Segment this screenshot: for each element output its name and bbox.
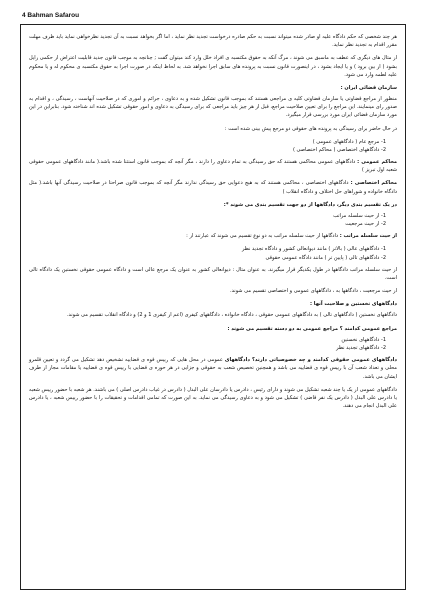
paragraph: دادگاههای نخستین ( دادگاههای تالی ) به دادگاههای عمومی حقوقی ، دادگاه خانواده ، دادگاههای کیفری (اعم از کیفری 1 و 2) و دادگاه انقلاب تقسیم می شوند.	[66, 312, 397, 319]
section-heading: سازمان قضائی ایران :	[340, 84, 397, 91]
list-item: -1 دادگاههای عالی ( بالاتر ) مانند دیوانعالی کشور و دادگاه تجدید نظر	[242, 246, 387, 253]
term-label: دادگاههای عمومی حقوقی کدامند و چه خصوصیاتی دارند؟ دادگاههای	[224, 357, 397, 364]
paragraph: از حیث مرجعیت ، دادگاهها به ، دادگاههای عمومی و اختصاصی تقسیم می شوند.	[230, 288, 397, 295]
numbered-list	[29, 336, 397, 352]
paragraph: از مثال های دیگری که عطف به ماسبق می شوند ، مرگ آنکه به حقوق مکتسبه ی افراد خلل وارد کند میتوان گفت ; چنانچه به موجب قانون جدید قابلیت اعتراض از حکمی زایل بشود ( از بین برود ) و یا ایجاد بشود ، در اینصورت قانون نسبت به پرونده های سابق اجرا نخواهد شد. به لحاظ اینکه در صورت اجرا به حقوق مکتسبه ی محکوم له و یا محکوم علیه لطمه وارد می شود.	[29, 55, 397, 78]
section-heading: مراجع عمومی کدامند ؟ مراجع عمومی به دو دسته تقسیم می شوند :	[227, 325, 397, 332]
text-frame	[20, 24, 406, 590]
list-item: -2 دادگاههای تجدید نظر	[336, 344, 387, 351]
list-item: -1 مرجع عام ( دادگاههای عمومی )	[312, 138, 387, 145]
paragraph: محاکم اختصاصی : دادگاههای اختصاصی ، محاکمی هستند که به هیچ دعوایی حق رسیدگی ندارند مگر آنچه که بموجب قانون صراحتا در صلاحیت رسیدگی آنها باشد.( مثل دادگاه خانواده و شوراهای حل اختلاف و دادگاه انقلاب )	[29, 180, 397, 195]
section-heading: در یک تقسیم بندی دیگر، دادگاهها از دو جهت تقسیم بندی می شوند *:	[223, 201, 397, 208]
paragraph: منظور از مراجع قضاوتی یا سازمان قضاوتی کلیه ی مراجعی هستند که بموجب قانون تشکیل شده و به دعاوی ، جرائم و اموری که در صلاحیت آنهاست ، رسیدگی ، و اقدام به صدور رای مینمایند. این مراجع را برای تعیین صلاحیت مراجع، قبل از هر چیز باید مراجعی که برای رسیدگی به دعاوی و امور حقوقی تشکیل شده اند شناخته شود. بنابراین در این مورد سازمان قضائی ایران مورد بررسی قرار میگیرد.	[29, 96, 397, 119]
list-item: -2 دادگاههای تالی ( پایین تر ) مانند دادگاه عمومی حقوقی	[265, 254, 387, 261]
paragraph: در حال حاضر برای رسیدگی به پرونده های حقوقی دو مرجع پیش بینی شده است :	[224, 125, 397, 132]
term-label: از حیث سلسله مراتب :	[339, 233, 397, 240]
numbered-list	[29, 245, 397, 261]
list-item: -2 دادگاههای اختصاصی ( محاکم اختصاصی )	[292, 146, 387, 153]
paragraph: هر چند شخصی که حکم دادگاه علیه او صادر شده میتواند نسبت به حکم صادره درخواست تجدید نظر نماید ، اما اگر بخواهد نسبت به آن تجدید نظرخواهی نماید باید ظرف مهلت مقرر اقدام به تجدید نظر نماید.	[29, 34, 397, 49]
page-header: 4 Bahman Safarou	[22, 12, 80, 19]
list-item: -1 دادگاههای نخستین	[341, 336, 387, 343]
numbered-list	[29, 138, 397, 154]
numbered-list	[29, 212, 397, 228]
paragraph: از حیث سلسله مراتب : دادگاهها از حیث سلسله مراتب به دو نوع تقسیم می شوند که عبارتند از :	[186, 233, 397, 240]
section-heading: دادگاههای نخستین و صلاحیت آنها :	[310, 301, 397, 308]
paragraph: دادگاههای عمومی حقوقی کدامند و چه خصوصیاتی دارند؟ دادگاههای عمومی در محل هایی که رییس قوه ی قضاییه تشخیص دهد تشکیل می گردد و تعیین قلمرو محلی و تعداد شعب آن با رییس قوه ی قضاییه می باشد و همچنین تخصیص شعب به حقوقی و جزایی در هر حوزه ی قضایی با رییس قوه ی قضاییه یا مقامات مجاز از طرف ایشان می باشد.	[29, 357, 397, 380]
term-label: محاکم اختصاصی :	[350, 180, 397, 187]
paragraph: دادگاههای عمومی از یک یا چند شعبه تشکیل می شوند و دارای رئیس ، دادرس یا دادرسان علی البدل ( دادرس در غیاب دادرس اصلی ) می باشند. هر شعبه با حضور رییس شعبه یا دادرس علی البدل ( دادرس یک نفر قاضی ) تشکیل می شود و به دعاوی رسیدگی می نماید. به این صورت که تمامی اقدامات و تحقیقات را با حضور رییس شعبه ، یا دادرس علی البدل انجام می دهند.	[29, 386, 397, 410]
paragraph: از حیث سلسله مراتب دادگاهها در طول یکدیگر قرار میگیرند. به عنوان مثال : دیوانعالی کشور به عنوان یک مرجع عالی است و دادگاه عمومی حقوقی نخستین یک دادگاه تالی است.	[29, 266, 397, 281]
list-item: -1 از حیث سلسله مراتب	[333, 212, 387, 219]
paragraph: محاکم عمومی : دادگاههای عمومی محاکمی هستند که حق رسیدگی به تمام دعاوی را دارند ، مگر آنچه که بموجب قانون استثنا شده باشد.( مانند دادگاههای عمومی حقوقی شعبه اول تبریز )	[29, 159, 397, 174]
list-item: -2 از حیث مرجعیت	[345, 221, 387, 228]
term-label: محاکم عمومی :	[357, 159, 397, 166]
